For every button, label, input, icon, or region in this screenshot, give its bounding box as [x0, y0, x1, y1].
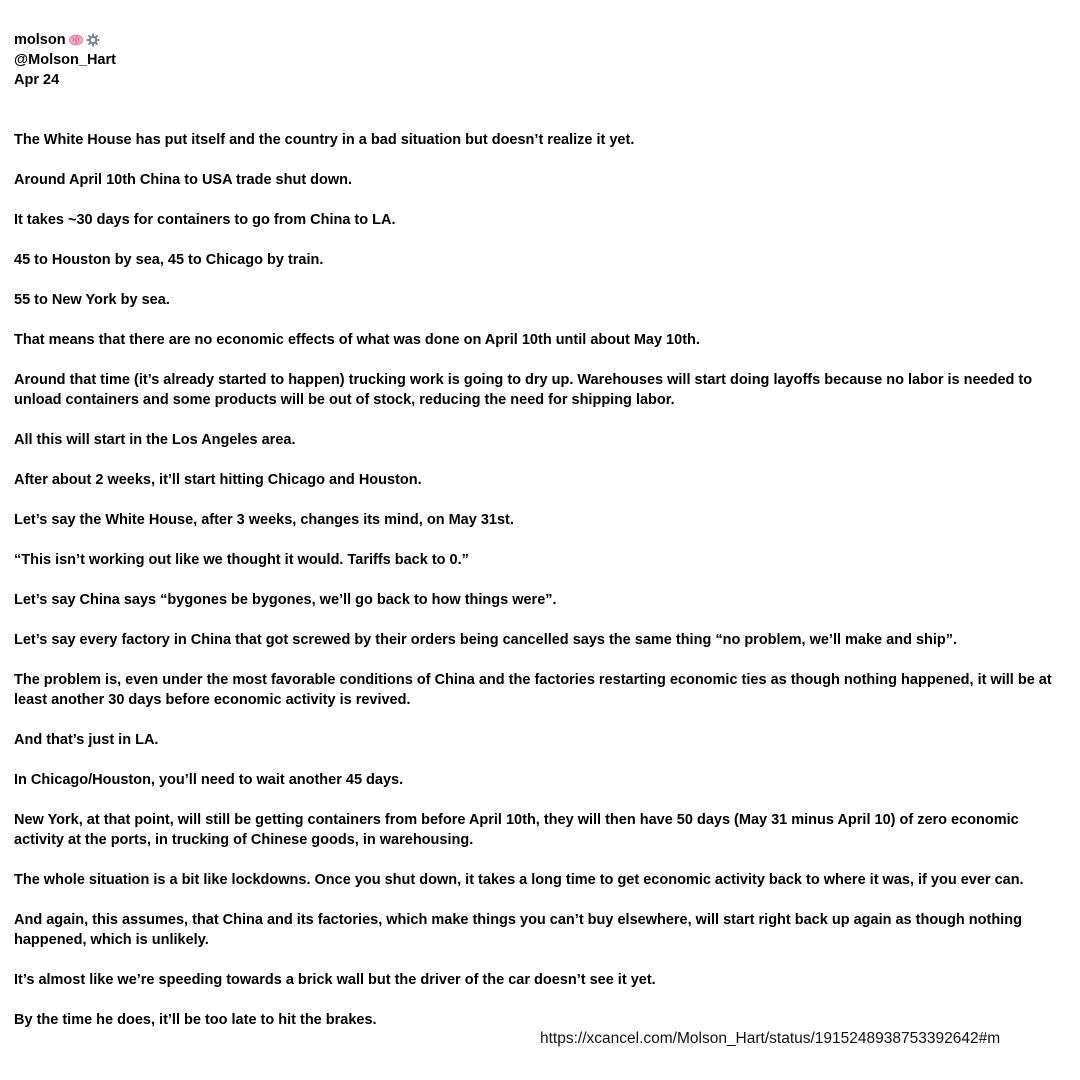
author-handle[interactable]: @Molson_Hart [14, 52, 116, 68]
tweet-header [14, 30, 1070, 90]
tweet-paragraph: 55 to New York by sea. [14, 292, 170, 308]
tweet-paragraph: After about 2 weeks, it’ll start hitting Chicago and Houston. [14, 472, 422, 488]
tweet-date[interactable]: Apr 24 [14, 72, 60, 88]
author-row [14, 30, 1070, 50]
tweet-paragraph: New York, at that point, will still be getting containers from before April 10th, they will then have 50 days (May 31 minus April 10) of zero economic activity at the ports, in trucking of Chinese goods, in warehousing. [14, 812, 1019, 848]
tweet-paragraph: Let’s say every factory in China that got screwed by their orders being cancelled says the same thing “no problem, we’ll make and ship”. [14, 632, 958, 648]
tweet-paragraph: It’s almost like we’re speeding towards a brick wall but the driver of the car doesn’t see it yet. [14, 972, 656, 988]
tweet-paragraph: The problem is, even under the most favorable conditions of China and the factories restarting economic ties as though nothing happened, it will be at least another 30 days before economic activity is revived. [14, 672, 1052, 708]
tweet-paragraph: And that’s just in LA. [14, 732, 159, 748]
tweet-paragraph: In Chicago/Houston, you’ll need to wait another 45 days. [14, 772, 404, 788]
tweet-paragraph: Around that time (it’s already started to happen) trucking work is going to dry up. Warehouses will start doing layoffs because no labor is needed to unload containers and some products will be out of stock, reducing the need for shipping labor. [14, 372, 1033, 408]
tweet-paragraph: The White House has put itself and the country in a bad situation but doesn’t realize it yet. [14, 132, 635, 148]
author-display-name[interactable]: molson [14, 32, 66, 48]
tweet-paragraph: Let’s say the White House, after 3 weeks, changes its mind, on May 31st. [14, 512, 514, 528]
tweet-body [14, 130, 1070, 1030]
tweet-paragraph: All this will start in the Los Angeles area. [14, 432, 296, 448]
tweet-paragraph: Around April 10th China to USA trade shut down. [14, 172, 353, 188]
tweet-paragraph: “This isn’t working out like we thought it would. Tariffs back to 0.” [14, 552, 469, 568]
tweet-paragraph: 45 to Houston by sea, 45 to Chicago by train. [14, 252, 324, 268]
tweet-paragraph: By the time he does, it’ll be too late to hit the brakes. [14, 1012, 377, 1028]
tweet-paragraph: And again, this assumes, that China and its factories, which make things you can’t buy elsewhere, will start right back up again as though nothing happened, which is unlikely. [14, 912, 1022, 948]
tweet-paragraph: It takes ~30 days for containers to go from China to LA. [14, 212, 396, 228]
tweet-paragraph: The whole situation is a bit like lockdowns. Once you shut down, it takes a long time to get economic activity back to where it was, if you ever can. [14, 872, 1024, 888]
tweet-page [14, 30, 1070, 1030]
brain-icon [69, 33, 83, 47]
tweet-paragraph: Let’s say China says “bygones be bygones, we’ll go back to how things were”. [14, 592, 557, 608]
tweet-paragraph: That means that there are no economic effects of what was done on April 10th until about May 10th. [14, 332, 700, 348]
gear-icon [86, 33, 100, 47]
source-url-link[interactable]: https://xcancel.com/Molson_Hart/status/1915248938753392642#m [540, 1030, 1001, 1047]
